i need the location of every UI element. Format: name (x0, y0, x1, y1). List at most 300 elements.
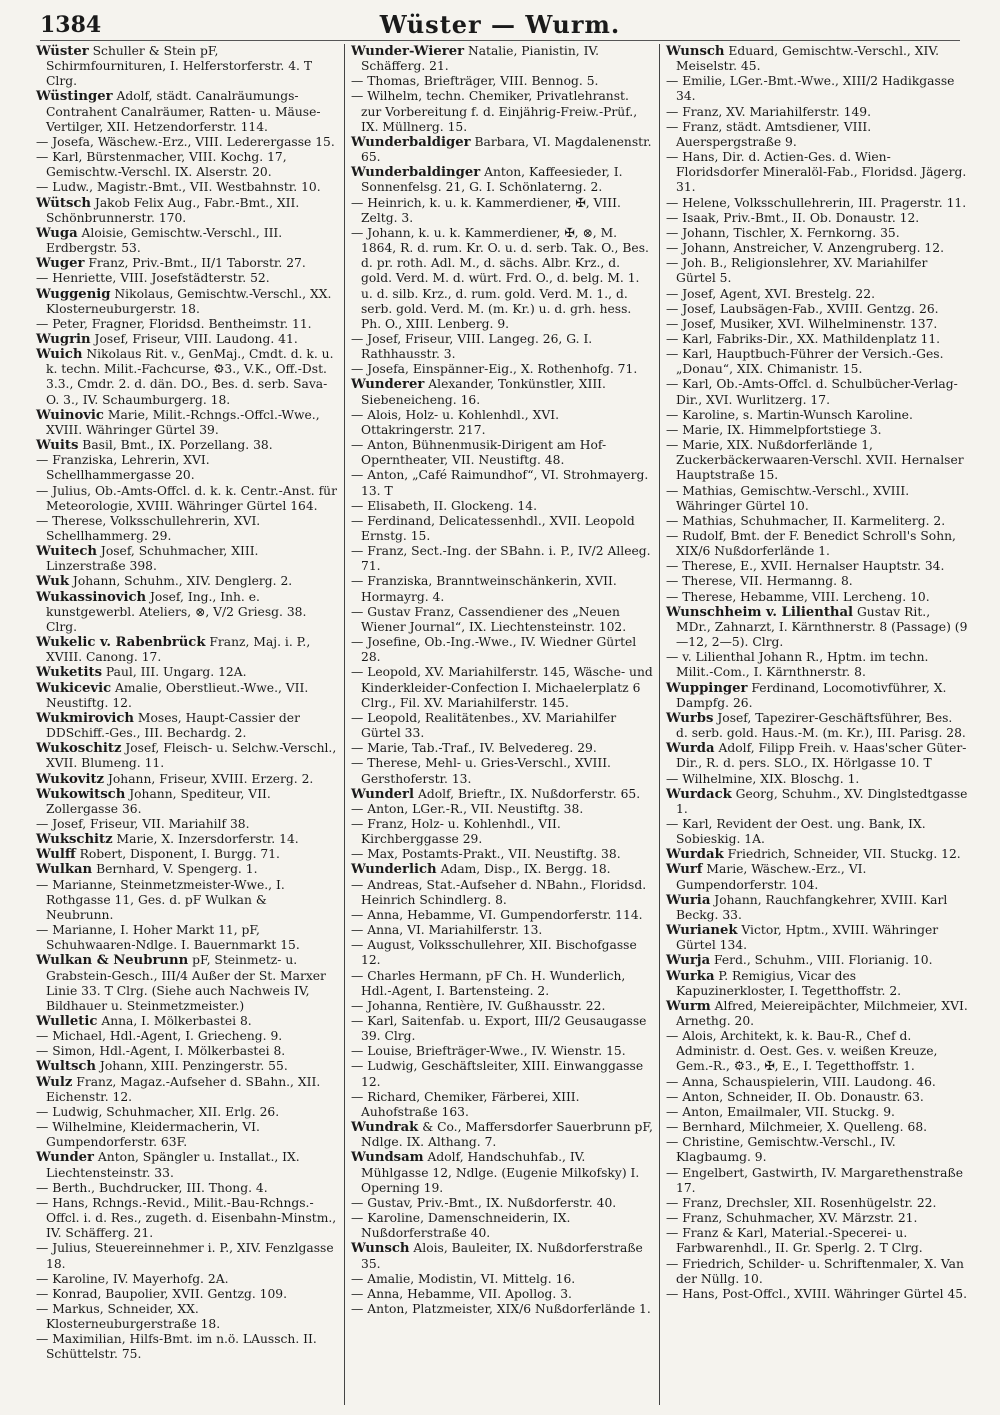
directory-entry (36, 923, 338, 953)
entry-details: Marie, Milit.-Rchngs.-Offcl.-Wwe., XVIII. Währinger Gürtel 39. (46, 407, 320, 437)
directory-entry (666, 681, 968, 711)
entry-details: P. Remigius, Vicar des Kapuzinerkloster, I. Tegetthoffstr. 2. (676, 968, 902, 998)
directory-entry (351, 908, 653, 923)
directory-entry (36, 1241, 338, 1271)
directory-entry (36, 772, 338, 787)
entry-details: — August, Volksschullehrer, XII. Bischofgasse 12. (351, 938, 637, 968)
entry-details: — Karl, Saitenfab. u. Export, III/2 Geusaugasse 39. Clrg. (351, 1014, 647, 1044)
entry-details: — Isaak, Priv.-Bmt., II. Ob. Donaustr. 12. (666, 210, 920, 225)
directory-entry (351, 1150, 653, 1195)
directory-entry (666, 196, 968, 211)
column-3 (659, 44, 974, 1405)
directory-entry (36, 1120, 338, 1150)
entry-surname: Wunderbaldinger (351, 165, 481, 181)
directory-entry (351, 635, 653, 665)
directory-entry (351, 665, 653, 710)
directory-entry (666, 241, 968, 256)
directory-entry (666, 923, 968, 953)
entry-details: — Marianne, I. Hoher Markt 11, pF, Schuhwaaren-Ndlge. I. Bauernmarkt 15. (36, 923, 300, 953)
directory-entry (666, 120, 968, 150)
entry-details: Marie, X. Inzersdorferstr. 14. (112, 832, 299, 847)
entry-details: Adolf, städt. Canalräumungs-Contrahent Canalräumer, Ratten- u. Mäuse-Vertilger, XII. Hetzendorferstr. 114. (46, 89, 321, 134)
entry-details: — Therese, Volksschullehrerin, XVI. Schellhammerg. 29. (36, 513, 261, 543)
entry-details: — Karoline, IV. Mayerhofg. 2A. (36, 1271, 229, 1286)
entry-surname: Wurka (666, 968, 715, 984)
entry-details: — Franz, Drechsler, XII. Rosenhügelstr. 22. (666, 1195, 937, 1210)
entry-details: pF, Steinmetz- u. Grabstein-Gesch., III/4 Außer der St. Marxer Linie 33. T Clrg. (Siehe auch Nachweis IV, Bildhauer u. Steinmetzmeister.) (46, 953, 326, 1013)
directory-entry (666, 1196, 968, 1211)
entry-surname: Wukovitz (36, 771, 105, 787)
directory-entry (351, 332, 653, 362)
directory-entry (36, 1075, 338, 1105)
directory-entry (666, 559, 968, 574)
directory-entry (351, 44, 653, 74)
entry-details: — Mathias, Gemischtw.-Verschl., XVIII. Währinger Gürtel 10. (666, 483, 910, 513)
entry-details: Jakob Felix Aug., Fabr.-Bmt., XII. Schönbrunnerstr. 170. (46, 195, 300, 225)
entry-details: Alois, Bauleiter, IX. Nußdorferstraße 35. (361, 1241, 643, 1271)
entry-details: Anton, Kaffeesieder, I. Sonnenfelsg. 21, G. I. Schönlaterng. 2. (361, 165, 623, 195)
directory-entry (36, 681, 338, 711)
entry-details: Adolf, Handschuhfab., IV. Mühlgasse 12, Ndlge. (Eugenie Milkofsky) I. Operning 19. (361, 1150, 640, 1195)
directory-entry (36, 1059, 338, 1074)
entry-surname: Wuggenig (36, 286, 111, 302)
entry-details: — Thomas, Briefträger, VIII. Bennog. 5. (351, 74, 599, 89)
entry-details: — Peter, Fragner, Floridsd. Bentheimstr. 11. (36, 316, 312, 331)
entry-surname: Wulff (36, 847, 76, 863)
entry-surname: Wütsch (36, 195, 91, 211)
entry-details: — Therese, VII. Hermanng. 8. (666, 574, 853, 589)
entry-details: Josef, Schuhmacher, XIII. Linzerstraße 398. (46, 544, 259, 574)
entry-details: — Engelbert, Gastwirth, IV. Margarethenstraße 17. (666, 1165, 963, 1195)
directory-entry (36, 1150, 338, 1180)
entry-details: — Max, Postamts-Prakt., VII. Neustiftg. 38. (351, 847, 621, 862)
entry-surname: Wulz (36, 1074, 73, 1090)
directory-entry (36, 1287, 338, 1302)
entry-details: — Anton, Schneider, II. Ob. Donaustr. 63. (666, 1089, 924, 1104)
directory-entry (351, 74, 653, 89)
directory-entry (666, 893, 968, 923)
entry-details: — Anton, Bühnenmusik-Dirigent am Hof-Operntheater, VII. Neustiftg. 48. (351, 438, 607, 468)
entry-details: — Franz & Karl, Material.-Specerei- u. Farbwarenhdl., II. Gr. Sperlg. 2. T Clrg. (666, 1226, 923, 1256)
directory-entry (351, 1272, 653, 1287)
directory-entry (36, 317, 338, 332)
entry-surname: Wunderl (351, 786, 415, 802)
directory-entry (36, 711, 338, 741)
directory-entry (351, 1241, 653, 1271)
entry-details: — Markus, Schneider, XX. Klosterneuburgerstraße 18. (36, 1301, 221, 1332)
entry-details: Ferd., Schuhm., VIII. Florianig. 10. (710, 953, 933, 968)
entry-details: — Josef, Laubsägen-Fab., XVIII. Gentzg. 26. (666, 301, 939, 316)
entry-details: — Louise, Briefträger-Wwe., IV. Wienstr. 15. (351, 1044, 626, 1059)
entry-details: — Ludwig, Schuhmacher, XII. Erlg. 26. (36, 1104, 280, 1119)
entry-details: Anna, I. Mölkerbastei 8. (97, 1014, 252, 1028)
directory-entry (36, 89, 338, 134)
directory-entry (351, 226, 653, 332)
entry-details: — Anton, Platzmeister, XIX/6 Nußdorferlände 1. (351, 1301, 651, 1316)
directory-entry (351, 999, 653, 1014)
entry-details: Alexander, Tonkünstler, XIII. Siebeneicheng. 16. (361, 377, 606, 407)
entry-details: — Josef, Agent, XVI. Brestelg. 22. (666, 286, 875, 301)
directory-entry (666, 999, 968, 1029)
entry-surname: Wulletic (36, 1014, 98, 1029)
entry-details: Basil, Bmt., IX. Porzellang. 38. (78, 438, 273, 453)
entry-surname: Wulkan (36, 862, 93, 878)
directory-entry (351, 787, 653, 802)
directory-entry (36, 408, 338, 438)
directory-entry (36, 1029, 338, 1044)
directory-entry (36, 347, 338, 408)
entry-surname: Wulkan & Neubrunn (36, 953, 189, 969)
directory-entry (666, 953, 968, 968)
entry-surname: Wukowitsch (36, 786, 126, 802)
directory-entry (36, 44, 338, 89)
directory-entry (351, 1302, 653, 1317)
directory-entry (351, 605, 653, 635)
entry-surname: Wunsch (666, 44, 725, 59)
entry-details: — Wilhelmine, XIX. Bloschg. 1. (666, 771, 860, 786)
directory-entry (36, 817, 338, 832)
directory-entry (36, 484, 338, 514)
entry-surname: Wultsch (36, 1059, 97, 1075)
directory-entry (351, 847, 653, 862)
entry-details: — Franz, Schuhmacher, XV. Märzstr. 21. (666, 1211, 918, 1226)
directory-entry (36, 1196, 338, 1241)
entry-details: — Julius, Ob.-Amts-Offcl. d. k. k. Centr.-Anst. für Meteorologie, XVIII. Währinger Gürtel 164. (36, 483, 337, 513)
entry-details: — v. Lilienthal Johann R., Hptm. im techn. Milit.-Com., I. Kärnthnerstr. 8. (666, 650, 929, 680)
entry-surname: Wundrak (351, 1120, 419, 1136)
directory-entry (666, 317, 968, 332)
entry-details: — Christine, Gemischtw.-Verschl., IV. Klagbaumg. 9. (666, 1135, 896, 1165)
directory-entry (666, 287, 968, 302)
entry-details: — Charles Hermann, pF Ch. H. Wunderlich, Hdl.-Agent, I. Bartensteing. 2. (351, 968, 626, 998)
entry-details: — Johann, k. u. k. Kammerdiener, ✠, ⊗, M. 1864, R. d. rum. Kr. O. u. d. serb. Tak. O., Bes. d. pr. roth. Adl. M., d. sächs. Albr. Krz., d. gold. Verd. M. d. würt. Frd. O., d. belg. M. 1. u. d. silb. Krz., d. rum. gold. Verd. M. 1., d. serb. gold. Verd. M. (m. Kr.) u. d. grh. hess. Ph. O., XIII. Lenberg. 9. (351, 225, 649, 331)
entry-details: Franz, Priv.-Bmt., II/1 Taborstr. 27. (84, 256, 306, 271)
entry-details: — Hans, Rchngs.-Revid., Milit.-Bau-Rchngs.-Offcl. i. d. Res., zugeth. d. Eisenbahn-Minstm., IV. Schäfferg. 21. (36, 1195, 337, 1241)
directory-entry (36, 1332, 338, 1362)
entry-surname: Wuitech (36, 544, 97, 560)
entry-details: — Josef, Friseur, VIII. Langeg. 26, G. I. Rathhausstr. 3. (351, 331, 593, 362)
entry-details: — Franz, städt. Amtsdiener, VIII. Auerspergstraße 9. (666, 119, 872, 149)
entry-details: Johann, XIII. Penzingerstr. 55. (96, 1059, 288, 1074)
entry-details: Moses, Haupt-Cassier der DDSchiff.-Ges., III. Bechardg. 2. (46, 710, 300, 741)
directory-entry (666, 862, 968, 892)
entry-details: — Josef, Friseur, VII. Mariahilf 38. (36, 816, 250, 831)
entry-details: — Gustav Franz, Cassendiener des „Neuen Wiener Journal“, IX. Liechtensteinstr. 102. (351, 604, 627, 634)
directory-entry (666, 741, 968, 771)
entry-details: Nikolaus Rit. v., GenMaj., Cmdt. d. k. u. k. techn. Milit.-Fachcurse, ⚙3., V.K., Off.-Dst. 3.3., Cmdr. 2. d. dän. DO., Bes. d. serb. Sava-O. 3., IV. Schaumburgerg. 18. (46, 347, 334, 407)
entry-details: — Karl, Ob.-Amts-Offcl. d. Schulbücher-Verlag-Dir., XVI. Wurlitzerg. 17. (666, 377, 958, 407)
directory-entry (36, 453, 338, 483)
entry-surname: Wuits (36, 438, 79, 454)
directory-entry (36, 847, 338, 862)
entry-details: — Karoline, Damenschneiderin, IX. Nußdorferstraße 40. (351, 1211, 571, 1241)
entry-surname: Wuria (666, 892, 711, 908)
entry-surname: Wurja (666, 953, 711, 969)
page-number: 1384 (40, 12, 102, 38)
directory-entry (666, 211, 968, 226)
directory-entry (666, 605, 968, 650)
entry-surname: Wunschheim v. Lilienthal (666, 604, 854, 620)
directory-entry (351, 1090, 653, 1120)
entry-details: — Josefa, Wäschew.-Erz., VIII. Lederergasse 15. (36, 134, 335, 149)
directory-entry (666, 438, 968, 483)
directory-entry (666, 514, 968, 529)
directory-entry (351, 362, 653, 377)
directory-entry (351, 468, 653, 498)
directory-entry (666, 787, 968, 817)
entry-details: — Alois, Architekt, k. k. Bau-R., Chef d. Administr. d. Oest. Ges. v. weißen Kreuze, Gem.-R., ⚙3., ✠, E., I. Tegetthoffstr. 1. (666, 1029, 938, 1074)
column-2 (344, 44, 659, 1405)
directory-entry (666, 1029, 968, 1074)
entry-details: — Franz, Sect.-Ing. der SBahn. i. P., IV/2 Alleeg. 71. (351, 544, 651, 574)
entry-details: — Konrad, Baupolier, XVII. Gentzg. 109. (36, 1286, 288, 1301)
directory-entry (351, 574, 653, 604)
directory-entry (351, 1120, 653, 1150)
directory-entry (36, 574, 338, 589)
directory-entry (666, 1166, 968, 1196)
entry-details: — Simon, Hdl.-Agent, I. Mölkerbastei 8. (36, 1044, 286, 1059)
entry-details: Robert, Disponent, I. Burgg. 71. (75, 847, 280, 862)
directory-entry (666, 1226, 968, 1256)
directory-entry (666, 74, 968, 104)
directory-entry (36, 635, 338, 665)
entry-details: — Richard, Chemiker, Färberei, XIII. Auhofstraße 163. (351, 1089, 580, 1119)
directory-entry (36, 226, 338, 256)
column-1 (30, 44, 344, 1405)
directory-entry (351, 514, 653, 544)
directory-entry (351, 1196, 653, 1211)
entry-details: — Karl, Hauptbuch-Führer der Versich.-Ges. „Donau“, XIX. Chimanistr. 15. (666, 347, 944, 377)
entry-details: — Wilhelm, techn. Chemiker, Privatlehranst. zur Vorbereitung f. d. Einjährig-Freiw.-Prüf., IX. Müllnerg. 15. (351, 89, 638, 134)
running-title: Wüster — Wurm. (379, 10, 621, 39)
entry-details: Josef, Friseur, VIII. Laudong. 41. (90, 331, 298, 346)
directory-entry (351, 165, 653, 195)
directory-entry (36, 438, 338, 453)
entry-surname: Wuk (36, 574, 70, 590)
entry-surname: Wuger (36, 256, 85, 272)
entry-details: — Wilhelmine, Kleidermacherin, VI. Gumpendorferstr. 63F. (36, 1120, 260, 1150)
entry-details: — Mathias, Schuhmacher, II. Karmeliterg. 2. (666, 513, 946, 528)
entry-surname: Wurm (666, 998, 711, 1014)
entry-surname: Wukmirovich (36, 710, 134, 726)
directory-entry (666, 1211, 968, 1226)
directory-entry (351, 923, 653, 938)
entry-details: Adam, Disp., IX. Bergg. 18. (436, 862, 611, 877)
entry-details: — Marie, XIX. Nußdorferlände 1, Zuckerbäckerwaaren-Verschl. XVII. Hernalser Hauptstraße 15. (666, 438, 964, 483)
entry-details: Anton, Spängler u. Installat., IX. Liechtensteinstr. 33. (46, 1150, 300, 1180)
entry-details: — Karl, Fabriks-Dir., XX. Mathildenplatz 11. (666, 331, 941, 346)
entry-details: — Josefine, Ob.-Ing.-Wwe., IV. Wiedner Gürtel 28. (351, 635, 637, 665)
entry-details: Eduard, Gemischtw.-Verschl., XIV. Meiselstr. 45. (676, 44, 939, 74)
entry-details: — Hans, Post-Offcl., XVIII. Währinger Gürtel 45. (666, 1286, 968, 1301)
entry-details: Franz, Magaz.-Aufseher d. SBahn., XII. Eichenstr. 12. (46, 1074, 321, 1104)
directory-entry (666, 1120, 968, 1135)
entry-surname: Wukelic v. Rabenbrück (36, 635, 206, 651)
directory-entry (351, 817, 653, 847)
entry-details: Josef, Ing., Inh. e. kunstgewerbl. Ateliers, ⊗, V/2 Griesg. 38. Clrg. (46, 589, 307, 634)
entry-details: — Josef, Musiker, XVI. Wilhelminenstr. 137. (666, 316, 938, 331)
directory-entry (36, 332, 338, 347)
directory-entry (666, 423, 968, 438)
directory-entry (351, 969, 653, 999)
entry-details: — Berth., Buchdrucker, III. Thong. 4. (36, 1180, 268, 1195)
entry-details: — Karl, Bürstenmacher, VIII. Kochg. 17, Gemischtw.-Verschl. IX. Alserstr. 20. (36, 150, 287, 180)
entry-details: — Franz, XV. Mariahilferstr. 149. (666, 104, 871, 119)
directory-entry (36, 1105, 338, 1120)
entry-details: — Joh. B., Religionslehrer, XV. Mariahilfer Gürtel 5. (666, 256, 928, 286)
page-header (40, 10, 960, 41)
directory-entry (351, 938, 653, 968)
entry-details: — Amalie, Modistin, VI. Mittelg. 16. (351, 1271, 576, 1286)
entry-details: — Anton, „Café Raimundhof“, VI. Strohmayerg. 13. T (351, 468, 649, 498)
entry-details: Nikolaus, Gemischtw.-Verschl., XX. Klosterneuburgerstr. 18. (46, 286, 332, 316)
directory-entry (666, 302, 968, 317)
entry-details: — Maximilian, Hilfs-Bmt. im n.ö. LAussch. II. Schüttelstr. 75. (36, 1332, 317, 1362)
entry-details: — Alois, Holz- u. Kohlenhdl., XVI. Ottakringerstr. 217. (351, 407, 559, 437)
directory-entry (36, 1181, 338, 1196)
entry-surname: Wukassinovich (36, 589, 147, 605)
directory-entry (666, 1257, 968, 1287)
entry-details: — Franziska, Branntweinschänkerin, XVII. Hormayrg. 4. (351, 574, 617, 604)
entry-details: — Johann, Tischler, X. Fernkorng. 35. (666, 225, 900, 240)
entry-details: Adolf, Filipp Freih. v. Haas'scher Güter-Dir., R. d. pers. SLO., IX. Hörlgasse 10. T (676, 741, 967, 771)
directory-entry (351, 1044, 653, 1059)
directory-entry (36, 832, 338, 847)
entry-details: — Johann, Anstreicher, V. Anzengruberg. 12. (666, 241, 944, 256)
entry-details: & Co., Maffersdorfer Sauerbrunn pF, Ndlge. IX. Althang. 7. (361, 1120, 653, 1150)
entry-details: — Elisabeth, II. Glockeng. 14. (351, 498, 537, 513)
entry-details: Bernhard, V. Spengerg. 1. (92, 862, 258, 877)
entry-details: — Henriette, VIII. Josefstädterstr. 52. (36, 271, 270, 286)
entry-details: Aloisie, Gemischtw.-Verschl., III. Erdbergstr. 53. (46, 225, 283, 256)
entry-details: Friedrich, Schneider, VII. Stuckg. 12. (723, 847, 961, 862)
directory-entry (666, 650, 968, 680)
entry-details: Victor, Hptm., XVIII. Währinger Gürtel 134. (676, 923, 939, 953)
directory-entry (666, 332, 968, 347)
directory-entry (666, 1075, 968, 1090)
directory-entry (36, 878, 338, 923)
entry-details: — Therese, Mehl- u. Gries-Verschl., XVIII. Gersthoferstr. 13. (351, 756, 611, 786)
entry-surname: Wuich (36, 347, 83, 363)
entry-surname: Wundsam (351, 1150, 424, 1166)
entry-details: — Johanna, Rentière, IV. Gußhausstr. 22. (351, 998, 606, 1013)
entry-surname: Wukschitz (36, 832, 113, 848)
entry-details: — Leopold, Realitätenbes., XV. Mariahilfer Gürtel 33. (351, 710, 617, 741)
directory-entry (36, 590, 338, 635)
directory-entry (666, 377, 968, 407)
directory-entry (666, 590, 968, 605)
directory-entry (666, 226, 968, 241)
entry-details: Gustav Rit., MDr., Zahnarzt, I. Kärnthnerstr. 8 (Passage) (9—12, 2—5). Clrg. (676, 604, 968, 650)
entry-surname: Wuga (36, 225, 78, 241)
entry-details: — Marie, IX. Himmelpfortstiege 3. (666, 422, 882, 437)
entry-details: Paul, III. Ungarg. 12A. (102, 665, 247, 680)
directory-entry (666, 408, 968, 423)
directory-entry (36, 180, 338, 195)
directory-entry (666, 1135, 968, 1165)
entry-details: — Therese, Hebamme, VIII. Lercheng. 10. (666, 589, 930, 604)
directory-entry (36, 787, 338, 817)
directory-entry (36, 544, 338, 574)
directory-entry (36, 1014, 338, 1029)
directory-entry (351, 862, 653, 877)
entry-details: Adolf, Brieftr., IX. Nußdorferstr. 65. (414, 786, 641, 801)
directory-entry (36, 741, 338, 771)
directory-entry (351, 756, 653, 786)
directory-entry (666, 1105, 968, 1120)
entry-details: — Hans, Dir. d. Actien-Ges. d. Wien-Floridsdorfer Mineralöl-Fab., Floridsd. Jägerg. 31. (666, 150, 967, 195)
entry-details: — Leopold, XV. Mariahilferstr. 145, Wäsche- und Kinderkleider-Confection I. Michaelerplatz 6 Clrg., Fil. XV. Mariahilferstr. 145. (351, 665, 653, 710)
entry-details: — Julius, Steuereinnehmer i. P., XIV. Fenzlgasse 18. (36, 1241, 334, 1271)
entry-details: — Anna, Hebamme, VII. Apollog. 3. (351, 1286, 572, 1301)
entry-details: — Gustav, Priv.-Bmt., IX. Nußdorferstr. 40. (351, 1195, 617, 1210)
directory-entry (666, 711, 968, 741)
entry-details: Franz, Maj. i. P., XVIII. Canong. 17. (46, 635, 311, 665)
entry-surname: Wurda (666, 741, 715, 757)
entry-surname: Wuketits (36, 665, 103, 681)
directory-entry (351, 1287, 653, 1302)
entry-details: — Josefa, Einspänner-Eig., X. Rothenhofg. 71. (351, 362, 638, 377)
directory-entry (351, 878, 653, 908)
entry-details: — Franz, Holz- u. Kohlenhdl., VII. Kirchberggasse 29. (351, 816, 561, 847)
entry-surname: Wurbs (666, 710, 714, 726)
directory-entry (666, 969, 968, 999)
directory-entry (351, 1014, 653, 1044)
entry-details: — Marianne, Steinmetzmeister-Wwe., I. Rothgasse 11, Ges. d. pF Wulkan & Neubrunn. (36, 877, 285, 922)
entry-surname: Wuinovic (36, 407, 104, 423)
entry-surname: Wunderlich (351, 862, 437, 878)
directory-entry (36, 1302, 338, 1332)
entry-surname: Wüster (36, 44, 89, 59)
directory-entry (666, 105, 968, 120)
entry-details: — Marie, Tab.-Traf., IV. Belvedereg. 29. (351, 741, 597, 756)
directory-entry (351, 135, 653, 165)
entry-surname: Wurdack (666, 786, 732, 802)
entry-details: — Karoline, s. Martin-Wunsch Karoline. (666, 407, 913, 422)
entry-surname: Wunder-Wierer (351, 44, 465, 59)
directory-entry (36, 150, 338, 180)
entry-details: — Bernhard, Milchmeier, X. Quelleng. 68. (666, 1120, 928, 1135)
directory-entry (351, 741, 653, 756)
entry-surname: Wurdak (666, 847, 724, 863)
entry-details: Johann, Rauchfangkehrer, XVIII. Karl Beckg. 33. (676, 892, 948, 922)
entry-details: — Anna, Hebamme, VI. Gumpendorferstr. 114. (351, 907, 643, 922)
entry-details: Natalie, Pianistin, IV. Schäfferg. 21. (361, 44, 600, 74)
directory-entry (666, 1287, 968, 1302)
directory-entry (36, 953, 338, 1014)
directory-entry (36, 287, 338, 317)
entry-details: Barbara, VI. Magdalenenstr. 65. (361, 134, 652, 165)
entry-details: — Ferdinand, Delicatessenhdl., XVII. Leopold Ernstg. 15. (351, 513, 635, 543)
entry-details: Johann, Friseur, XVIII. Erzerg. 2. (104, 771, 314, 786)
entry-details: — Emilie, LGer.-Bmt.-Wwe., XIII/2 Hadikgasse 34. (666, 74, 955, 104)
directory-entry (351, 89, 653, 134)
directory-entry (351, 377, 653, 407)
entry-details: — Ludwig, Geschäftsleiter, XIII. Einwanggasse 12. (351, 1059, 644, 1089)
entry-details: — Karl, Revident der Oest. ung. Bank, IX. Sobieskig. 1A. (666, 816, 926, 847)
directory-entry (351, 196, 653, 226)
directory-entry (36, 256, 338, 271)
directory-entry (36, 862, 338, 877)
directory-entry (351, 711, 653, 741)
directory-entry (351, 802, 653, 817)
directory-entry (36, 196, 338, 226)
directory-entry (351, 408, 653, 438)
columns (30, 44, 974, 1405)
entry-surname: Wurf (666, 862, 703, 878)
entry-details: Johann, Spediteur, VII. Zollergasse 36. (46, 786, 271, 816)
entry-surname: Wukicevic (36, 680, 112, 696)
